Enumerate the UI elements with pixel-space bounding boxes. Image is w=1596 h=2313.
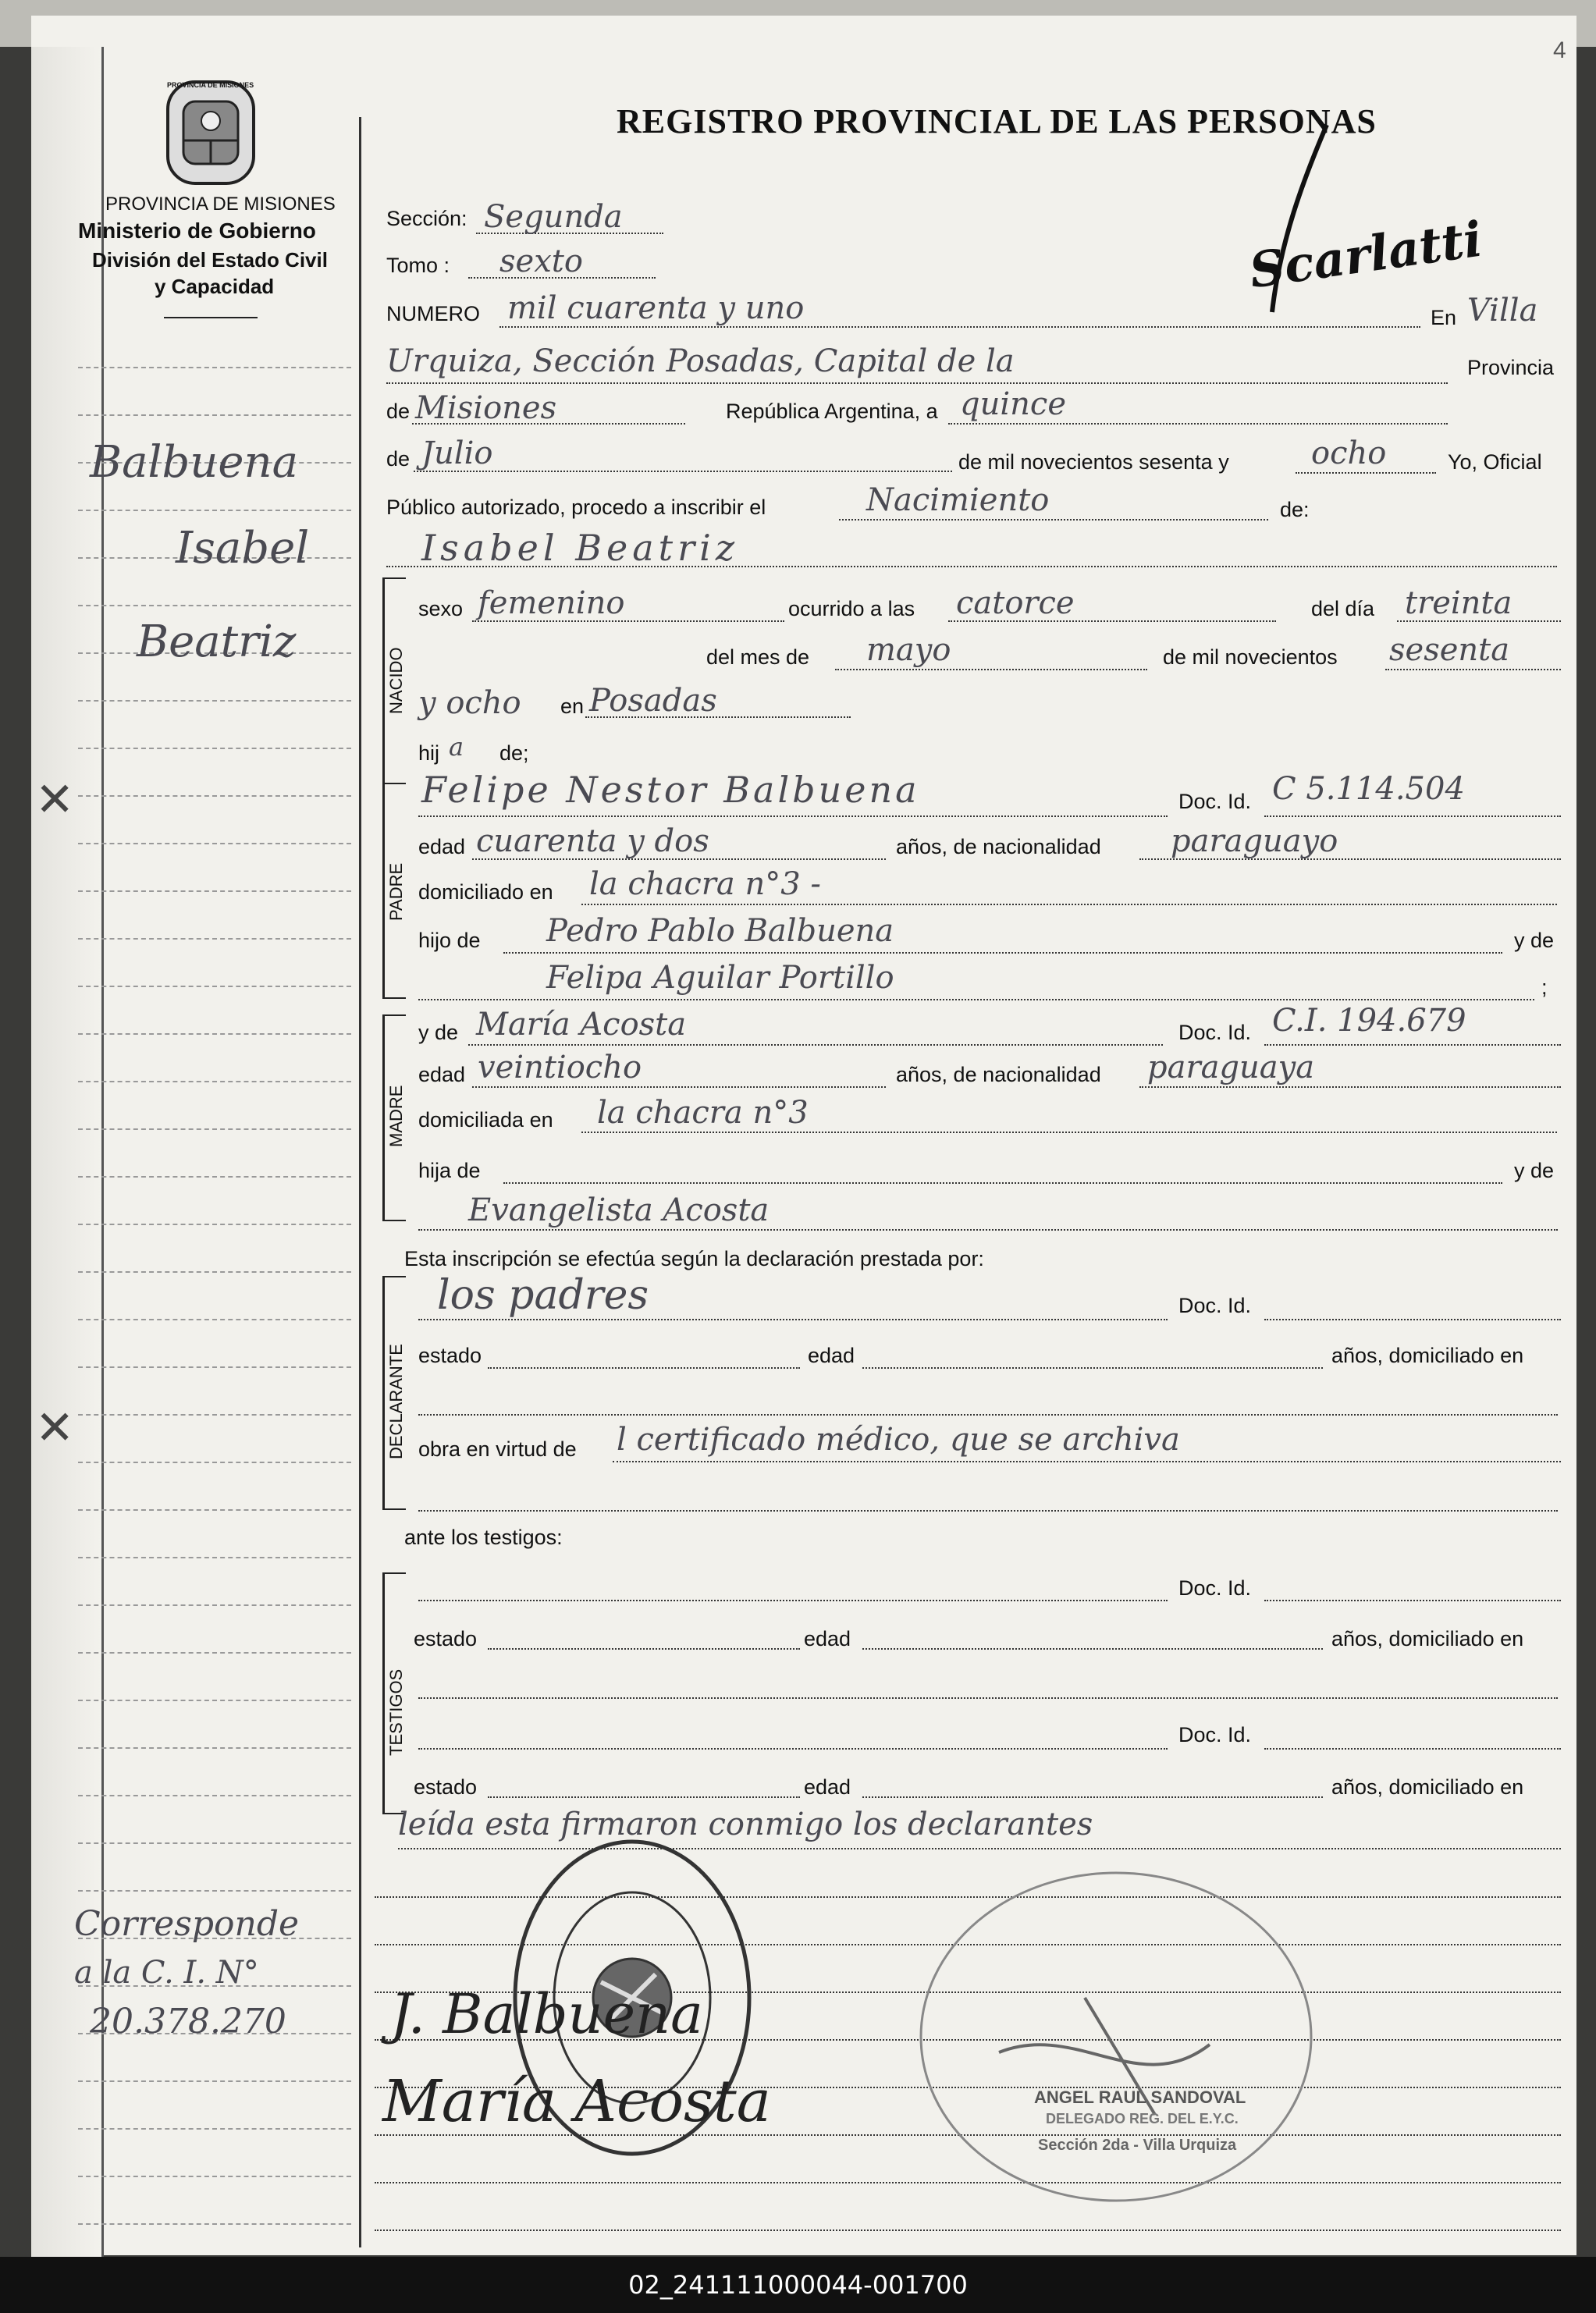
margin-ruled-line [78,1509,351,1511]
acto-line [839,519,1268,521]
padre-doc-label: Doc. Id. [1178,790,1252,813]
madre-doc-value: C.I. 194.679 [1272,1003,1466,1039]
de2-label: de [386,447,411,471]
hora-value: catorce [956,585,1075,621]
sexo-value: femenino [478,585,625,621]
margin-ruled-line [78,1557,351,1558]
nombre-value: Isabel Beatriz [421,527,740,569]
binding-hole: ✕ [35,773,75,827]
anio-nacido-line [1385,669,1561,670]
testigo2-edad-line [862,1796,1323,1798]
padre-anios-label: años, de nacionalidad [896,835,1101,858]
testigo2-estado-line [488,1796,800,1798]
madre-edad-value: veintiocho [478,1050,642,1085]
officer-name: ANGEL RAUL SANDOVAL [1034,2087,1246,2107]
declarante-bracket-bottom [382,1508,406,1510]
org-divider [164,317,258,318]
signature-stroke-icon [1257,117,1342,320]
seccion-value: Segunda [484,199,623,235]
margin-ruled-line [78,414,351,416]
madre-hija-line [503,1182,1502,1184]
hij-de-label: de; [499,741,529,765]
margin-ruled-line [78,890,351,892]
testigo1-nombre-line [418,1600,1168,1601]
madre-section-label: MADRE [386,1085,406,1147]
declarante-doc-label: Doc. Id. [1178,1294,1252,1317]
mes-nacido-line [835,669,1147,670]
madre-madre-line [418,1229,1558,1231]
madre-edad-line [472,1086,886,1088]
officer-stamp-icon [882,1865,1319,2232]
padre-madre-line [418,999,1534,1000]
padre-nacionalidad-value: paraguayo [1171,823,1338,859]
madre-nacionalidad-line [1139,1086,1561,1088]
padre-bracket [382,784,385,999]
testigo2-doc-line [1264,1748,1561,1750]
margin-ruled-line [78,843,351,844]
padre-domicilio-line [581,904,1557,905]
margin-ruled-line [78,938,351,940]
margin-line [359,117,361,2247]
margin-name2: Beatriz [137,616,297,667]
madre-hija-label: hija de [418,1159,481,1182]
margin-ruled-line [78,2080,351,2082]
signature-acosta: María Acosta [382,2068,771,2135]
margin-note-line3: 20.378.270 [90,2002,286,2041]
nacido-bracket [382,577,385,784]
padre-domicilio-value: la chacra n°3 - [589,866,821,902]
declarante-nombre-line [418,1319,1168,1320]
margin-ruled-line [78,1081,351,1082]
margin-ruled-line [78,367,351,368]
dia-line [948,423,1448,425]
margin-note-line1: Corresponde [74,1904,300,1944]
declarante-section-label: DECLARANTE [386,1344,406,1459]
testigo2-edad-label: edad [804,1775,851,1799]
padre-edad-value: cuarenta y dos [476,823,709,859]
declarante-estado-line [488,1367,800,1369]
margin-ruled-line [78,2128,351,2130]
org-capacity: y Capacidad [155,275,275,298]
provincia-value: Misiones [415,390,557,426]
declarante-obra-line2 [418,1510,1558,1512]
padre-domicilio-label: domiciliado en [418,880,553,904]
sexo-label: sexo [418,597,464,620]
declarante-intro: Esta inscripción se efectúa según la declaración prestada por: [404,1247,984,1270]
provincia-label: Provincia [1467,356,1555,379]
lugar-value: Posadas [589,683,717,719]
madre-doc-label: Doc. Id. [1178,1021,1252,1044]
margin-ruled-line [78,748,351,749]
testigo2-anios-label: años, domiciliado en [1331,1775,1524,1799]
nombre-line [386,566,1557,567]
padre-semicolon: ; [1541,975,1548,999]
declarante-bracket-top [382,1276,406,1277]
declarante-estado-label: estado [418,1344,482,1367]
signature-balbuena: J. Balbuena [390,1982,703,2046]
numero-line [499,326,1420,328]
padre-hijo-line [503,952,1502,954]
declarante-obra-value: l certificado médico, que se archiva [617,1422,1180,1458]
madre-domicilio-line [581,1132,1557,1133]
padre-edad-label: edad [418,835,466,858]
hij-label: hij [418,741,440,765]
en-nacido-label: en [560,695,585,718]
margin-ruled-line [78,700,351,702]
testigos-bracket-top [382,1572,406,1574]
de-label: de [386,400,411,423]
yo-label: Yo, Oficial [1448,450,1542,474]
declarante-edad-line [862,1367,1323,1369]
margin-ruled-line [78,2223,351,2225]
page-corner-number: 4 [1553,37,1566,63]
margin-ruled-line [78,1604,351,1606]
anio-nacido-value: sesenta [1389,632,1510,668]
padre-hijo-label: hijo de [418,929,481,952]
numero-label: NUMERO [386,302,480,325]
margin-ruled-line [78,1319,351,1320]
image-code-footer: 02_241111000044-001700 [0,2257,1596,2313]
madre-yde-label: y de [418,1021,459,1044]
padre-padre-de: Pedro Pablo Balbuena [546,913,894,949]
testigo1-estado-label: estado [414,1627,478,1650]
crest-text: PROVINCIA DE MISIONES [167,81,254,89]
margin-ruled-line [78,1271,351,1273]
madre-nombre-line [468,1044,1163,1046]
republica-label: República Argentina, a [726,400,938,423]
officer-place: Sección 2da - Villa Urquiza [1038,2137,1237,2154]
mes-nacido-value: mayo [866,632,951,668]
dia-value: quince [960,386,1066,422]
margin-ruled-line [78,605,351,606]
padre-yde-label: y de [1514,929,1555,952]
testigo1-doc-line [1264,1600,1561,1601]
margin-ruled-line [78,1795,351,1796]
nacido-section-label: NACIDO [386,647,406,714]
margin-ruled-line [78,1033,351,1035]
dia-nacido-value: treinta [1405,585,1512,621]
location-line: Urquiza, Sección Posadas, Capital de la [386,343,1015,379]
padre-nombre: Felipe Nestor Balbuena [421,769,920,811]
binding-hole: ✕ [35,1401,75,1455]
mil-label: de mil novecientos sesenta y [958,450,1229,474]
document-title: REGISTRO PROVINCIAL DE LAS PERSONAS [617,102,1377,140]
top-signature: Scarlatti [1246,210,1486,300]
margin-ruled-line [78,1224,351,1225]
numero-value: mil cuarenta y uno [507,290,805,326]
margin-ruled-line [78,510,351,511]
margin-ruled-line [78,1176,351,1178]
madre-madre-de: Evangelista Acosta [468,1192,770,1228]
madre-domicilio-value: la chacra n°3 [597,1095,809,1131]
padre-bracket-bottom [382,997,406,999]
testigo1-domicilio-line [418,1697,1558,1699]
org-ministry: Ministerio de Gobierno [78,219,316,243]
testigos-bracket [382,1572,385,1814]
margin-ruled-line [78,1842,351,1844]
nacido-bracket-top [382,577,406,579]
margin-note-line2: a la C. I. N° [74,1955,259,1991]
margin-ruled-line [78,1747,351,1749]
padre-section-label: PADRE [386,862,406,921]
del-dia-label: del día [1311,597,1375,620]
madre-nombre: María Acosta [476,1007,687,1043]
margin-ruled-line [78,2176,351,2177]
anio-nacido-cont: y ocho [418,685,521,721]
madre-anios-label: años, de nacionalidad [896,1063,1101,1086]
seccion-label: Sección: [386,207,467,230]
mes-value: Julio [421,435,493,471]
tomo-label: Tomo : [386,254,450,277]
anio-value: ocho [1311,435,1387,471]
anio-line [1296,472,1436,474]
declarante-anios-label: años, domiciliado en [1331,1344,1524,1367]
org-province: PROVINCIA DE MISIONES [105,194,336,215]
declarante-bracket [382,1276,385,1510]
hij-suffix: a [449,732,464,762]
mes-line [414,471,952,472]
madre-bracket [382,1014,385,1221]
madre-domicilio-label: domiciliada en [418,1108,553,1132]
testigos-section-label: TESTIGOS [386,1668,406,1756]
madre-nacionalidad-value: paraguaya [1147,1050,1315,1085]
declarante-obra-line [613,1461,1561,1462]
padre-madre-de: Felipa Aguilar Portillo [546,960,894,996]
nacido-bracket-bottom [382,783,406,784]
mil-nacido-label: de mil novecientos [1163,645,1338,669]
mes-nacido-label: del mes de [706,645,810,669]
testigo2-doc-label: Doc. Id. [1178,1723,1252,1746]
testigo2-estado-label: estado [414,1775,478,1799]
margin-ruled-line [78,1366,351,1368]
madre-bracket-top [382,1014,406,1016]
declarante-domicilio-line [418,1414,1558,1416]
tomo-value: sexto [499,243,583,279]
madre-doc-line [1264,1044,1561,1046]
margin-ruled-line [78,1462,351,1463]
testigo1-doc-label: Doc. Id. [1178,1576,1252,1600]
location-dots [386,382,1448,384]
declarante-doc-line [1264,1319,1561,1320]
margin-ruled-line [78,1414,351,1416]
en-label: En [1431,306,1457,329]
testigo1-estado-line [488,1648,800,1650]
margin-name1: Isabel [176,523,310,574]
de3-label: de: [1280,498,1310,521]
margin-ruled-line [78,1890,351,1892]
declarante-obra-label: obra en virtud de [418,1437,577,1461]
madre-bracket-bottom [382,1220,406,1221]
closing-statement: leída esta firmaron conmigo los declarantes [398,1807,1093,1842]
madre-edad-label: edad [418,1063,466,1086]
en-value: Villa [1467,293,1538,329]
margin-ruled-line [78,1652,351,1654]
margin-ruled-line [78,1128,351,1130]
testigo2-nombre-line [418,1748,1168,1750]
margin-surname: Balbuena [90,437,298,488]
margin-ruled-line [78,795,351,797]
madre-yde2-label: y de [1514,1159,1555,1182]
testigos-intro: ante los testigos: [404,1526,563,1549]
declarante-nombre: los padres [437,1272,649,1319]
padre-doc-value: C 5.114.504 [1272,771,1465,807]
padre-nombre-line [418,815,1168,817]
margin-ruled-line [78,986,351,987]
officer-title: DELEGADO REG. DEL E.Y.C. [1046,2111,1239,2126]
acto-value: Nacimiento [866,482,1050,518]
declarante-edad-label: edad [808,1344,855,1367]
testigo1-edad-line [862,1648,1323,1650]
margin-ruled-line [78,1700,351,1701]
provincial-crest-icon [160,74,261,191]
publico-label: Público autorizado, procedo a inscribir el [386,496,766,519]
org-division: División del Estado Civil [92,248,328,272]
ocurrido-label: ocurrido a las [788,597,915,620]
padre-doc-line [1264,815,1561,817]
testigo1-edad-label: edad [804,1627,851,1650]
testigo1-anios-label: años, domiciliado en [1331,1627,1524,1650]
